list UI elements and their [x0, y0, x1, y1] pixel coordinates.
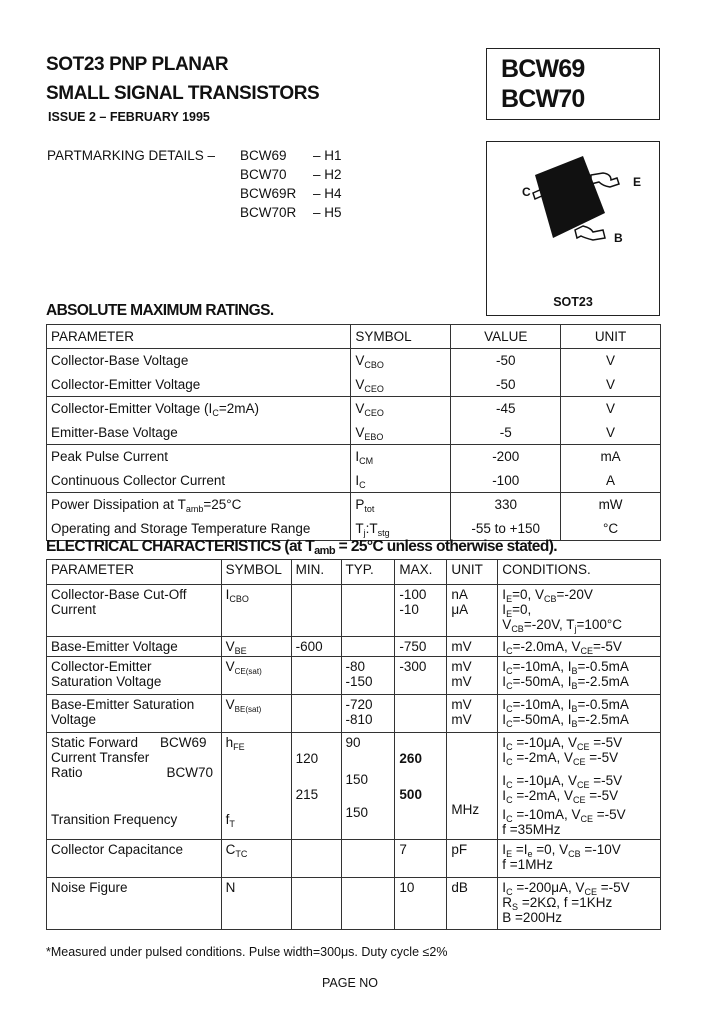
- table-row: Peak Pulse Current Continuous Collector Current $I_{CM}$ $I_C$ -200 -100 mA A: [47, 445, 661, 493]
- table-row: Collector-Emitter Voltage $(I_C=2mA)$ Emitter-Base Voltage $V_{CEO}$ $V_{EBO}$ -45 -5 V V: [47, 397, 661, 445]
- package-name: SOT23: [553, 295, 593, 309]
- table-header: SYMBOL: [221, 560, 291, 585]
- pin-b-label: B: [614, 231, 623, 245]
- package-drawing-box: [486, 141, 660, 316]
- page-number: PAGE NO: [321, 976, 379, 990]
- table-row: Static Forward BCW69 Current Transfer Ratio BCW70 Transition Frequency $h_{FE}$ $f_T$ 120 215 90 150 150 260 500 MHz $I_C =-10\mu A$, $V_{CE} =-5V$ $I_C =-2mA$, $V_{CE} =-5V$ $I_C =-10\mu A$, $V_{CE} =-5V$ $I_C =-2mA$, $V_{CE} =-5V$ $I_C =-10mA$, $V_{CE} =-5V$ f =35MHz: [47, 733, 661, 840]
- pin-e-label: E: [633, 175, 642, 189]
- pin-c-label: C: [522, 185, 531, 199]
- table-row: Noise Figure N 10 dB $I_C =-200\mu A$, $V_{CE} =-5V$ $R_S =2K\Omega$, f =1KHz B =200Hz: [47, 878, 661, 930]
- part-number-1: BCW69: [501, 55, 585, 83]
- partmarking-part: BCW69: [240, 148, 287, 163]
- partmarking-code: – H4: [313, 186, 342, 201]
- part-number-box: [486, 48, 660, 120]
- elec-char-table: [46, 559, 661, 930]
- table-row: Collector-Emitter Saturation Voltage $V_{CE(sat)}$ -80 -150 -300 mV mV $I_C=-10mA$, $I_B=-0.5mA$ $I_C=-50mA$, $I_B=-2.5mA$: [47, 657, 661, 695]
- sot23-package-icon: [487, 142, 659, 282]
- partmarking-label: PARTMARKING DETAILS –: [47, 148, 216, 163]
- table-header: UNIT: [447, 560, 498, 585]
- table-header: VALUE: [451, 325, 561, 349]
- title-line-1: SOT23 PNP PLANAR: [46, 54, 229, 75]
- table-header: PARAMETER: [47, 325, 351, 349]
- table-row: Power Dissipation at $T_{amb}=25^\circ C$ Operating and Storage Temperature Range $P_{tot}$ $T_j:T_{stg}$ 330 -55 to +150 mW °C: [47, 493, 661, 541]
- part-number-2: BCW70: [501, 85, 585, 113]
- partmarking-code: – H2: [313, 167, 342, 182]
- partmarking-code: – H5: [313, 205, 342, 220]
- table-row: Base-Emitter Saturation Voltage $V_{BE(sat)}$ -720 -810 mV mV $I_C=-10mA$, $I_B=-0.5mA$ $I_C=-50mA$, $I_B=-2.5mA$: [47, 695, 661, 733]
- issue-date: ISSUE 2 – FEBRUARY 1995: [48, 110, 210, 124]
- table-header: MAX.: [395, 560, 447, 585]
- table-header: MIN.: [291, 560, 341, 585]
- title-line-2: SMALL SIGNAL TRANSISTORS: [46, 83, 320, 104]
- abs-max-table: [46, 324, 661, 541]
- table-header: SYMBOL: [351, 325, 451, 349]
- abs-max-heading: ABSOLUTE MAXIMUM RATINGS.: [46, 302, 274, 319]
- partmarking-part: BCW70: [240, 167, 287, 182]
- table-row: Base-Emitter Voltage $V_{BE}$ -600 -750 mV $I_C=-2.0mA$, $V_{CE}=-5V$: [47, 637, 661, 657]
- partmarking-part: BCW70R: [240, 205, 297, 220]
- partmarking-part: BCW69R: [240, 186, 297, 201]
- table-row: Collector-Base Cut-Off Current $I_{CBO}$ -100 -10 nA μA $I_E=0$, $V_{CB}=-20V$ $I_E=0$, $V_{CB}=-20V$, $T_j=100^\circ C$: [47, 585, 661, 637]
- partmarking-code: – H1: [313, 148, 342, 163]
- table-header: CONDITIONS.: [498, 560, 661, 585]
- elec-char-heading: ELECTRICAL CHARACTERISTICS (at $T_{amb} = 25^\circ C$ unless otherwise stated).: [46, 538, 557, 557]
- table-header: UNIT: [561, 325, 661, 349]
- table-row: Collector-Base Voltage Collector-Emitter Voltage $V_{CBO}$ $V_{CEO}$ -50 -50 V V: [47, 349, 661, 397]
- footnote: *Measured under pulsed conditions. Pulse width=300μs. Duty cycle ≤2%: [46, 945, 448, 959]
- table-row: Collector Capacitance $C_{TC}$ 7 pF $I_E =I_e =0$, $V_{CB} =-10V$ f =1MHz: [47, 840, 661, 878]
- table-header: TYP.: [341, 560, 395, 585]
- table-header: PARAMETER: [47, 560, 222, 585]
